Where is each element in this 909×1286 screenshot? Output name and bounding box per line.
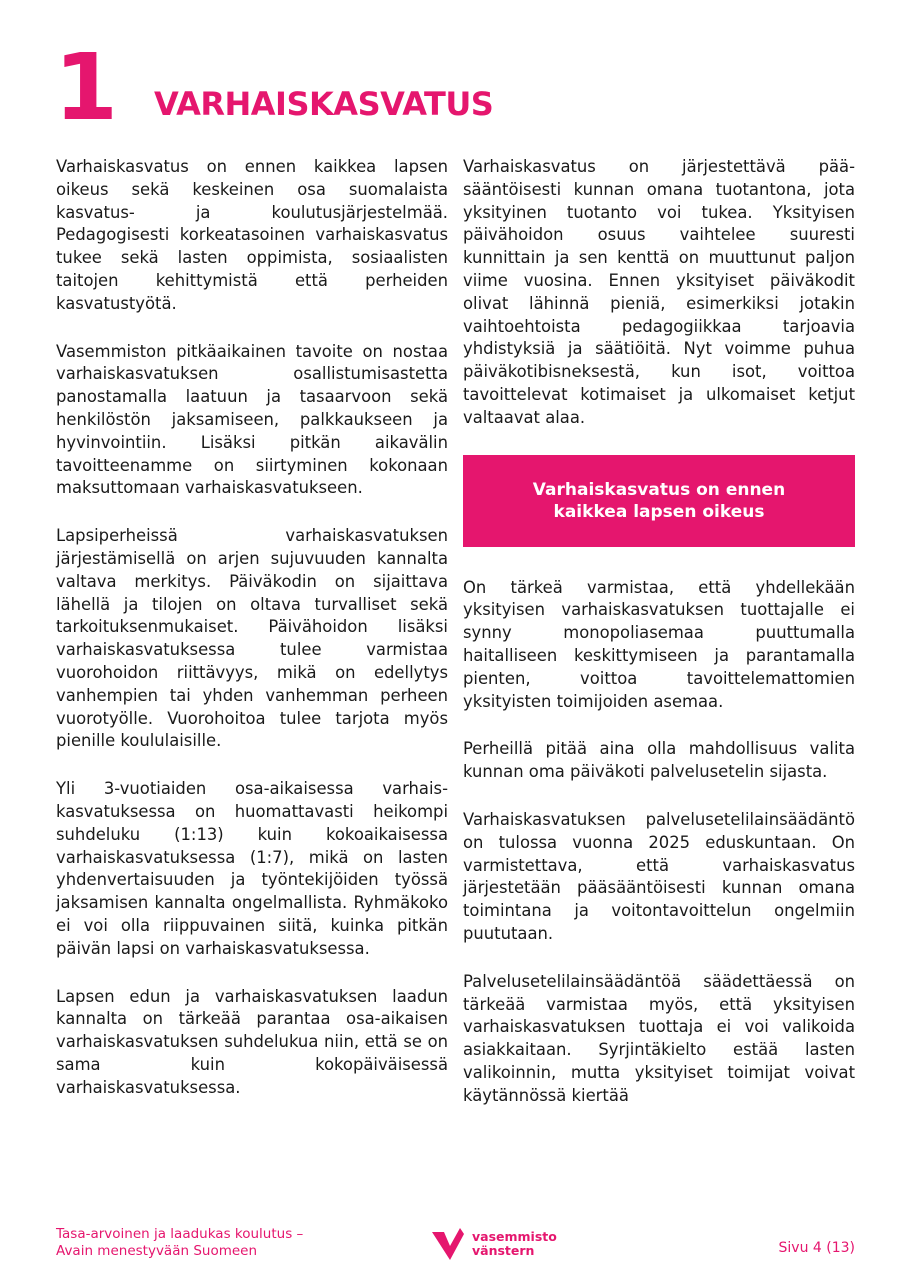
body-paragraph: Perheillä pitää aina olla mahdollisuus valita kunnan oma päiväkoti palvelusetelin sijasta. xyxy=(463,739,855,782)
party-logo xyxy=(430,1226,557,1262)
callout-box xyxy=(463,455,855,547)
body-paragraph: Lapsiperheissä varhaiskasvatuksen järjestämisellä on arjen sujuvuuden kannalta valtava merkitys. Päiväkodin on sijaittava lähellä ja tilojen on oltava turvalliset sekä tarkoituksenmukaiset. Päivähoidon lisäksi varhaiskasvatuksessa tulee varmistaa vuorohoidon riittävyys, mikä on edellytys vanhempien tai yhden vanhemman perheen vuorotyölle. Vuorohoitoa tulee tarjota myös pienille koululaisille. xyxy=(56,526,448,751)
page-number: Sivu 4 (13) xyxy=(778,1240,855,1256)
callout-text: Varhaiskasvatus on ennen kaikkea lapsen oikeus xyxy=(532,479,786,522)
body-paragraph: Lapsen edun ja varhaiskasvatuksen laadun kannalta on tärkeää parantaa osa-aikaisen varhaiskasvatuksen suhdelukua niin, että se on sama kuin kokopäiväisessä varhaiskasvatuksessa. xyxy=(56,986,448,1097)
logo-wordmark xyxy=(472,1230,557,1258)
left-column xyxy=(56,156,448,1124)
footer-tagline-line2: Avain menestyvään Suomeen xyxy=(56,1243,258,1259)
body-paragraph: On tärkeä varmistaa, että yhdellekään yksityisen varhaiskasvatuksen tuottajalle ei synny monopoliasemaa puuttumalla haitalliseen keskittymiseen ja parantamalla pienten, voittoa tavoittelemattomien yksityisten toimijoiden asemaa. xyxy=(463,577,855,711)
chapter-number: 1 xyxy=(54,34,115,141)
body-paragraph: Palvelusetelilainsäädäntöä säädettäessä on tärkeää varmistaa myös, että yksityisen varhaiskasvatuksen tuottaja ei voi valikoida asiakkaitaan. Syrjintäkielto estää lasten valikoinnin, mutta yksityiset toimijat voivat käytännössä kiertää xyxy=(463,971,855,1105)
right-column xyxy=(463,156,855,1133)
chapter-title: VARHAISKASVATUS xyxy=(154,85,494,123)
logo-line1: vasemmisto xyxy=(472,1229,557,1244)
footer-tagline-line1: Tasa-arvoinen ja laadukas koulutus – xyxy=(56,1226,304,1242)
body-paragraph: Varhaiskasvatuksen palvelusetelilainsäädäntö on tulossa vuonna 2025 eduskuntaan. On varmistettava, että varhaiskasvatus järjestetään pääsääntöisesti kunnan omana toimintana ja voitontavoittelun ongelmiin puututaan. xyxy=(463,809,855,943)
body-paragraph: Varhaiskasvatus on järjestettävä pääsääntöisesti kunnan omana tuotantona, jota yksityinen tuotanto voi tukea. Yksityisen päivähoidon osuus vaihtelee suuresti kunnittain ja sen kenttä on muuttunut paljon viime vuosina. Ennen yksityiset päiväkodit olivat lähinnä pieniä, esimerkiksi jotakin vaihtoehtoista pedagogiikkaa tarjoavia yhdistyksiä ja säätiöitä. Nyt voimme puhua päiväkotibisneksestä, kun isot, voittoa tavoittelevat kotimaiset ja ulkomaiset ketjut valtaavat alaa. xyxy=(463,157,855,427)
body-paragraph: Yli 3-vuotiaiden osa-aikaisessa varhaiskasvatuksessa on huomattavasti heikompi suhdeluku (1:13) kuin kokoaikaisessa varhaiskasvatuksessa (1:7), mikä on lasten yhdenvertaisuuden ja työntekijöiden työssä jaksamisen kannalta ongelmallista. Ryhmäkoko ei voi olla riippuvainen siitä, kuinka pitkän päivän lapsi on varhaiskasvatuksessa. xyxy=(56,779,448,958)
body-paragraph: Varhaiskasvatus on ennen kaikkea lapsen oikeus sekä keskeinen osa suomalaista kasvatus- ja koulutusjärjestelmää. Pedagogisesti korkeatasoinen varhaiskasvatus tukee sekä lasten oppimista, sosiaalisten taitojen kehittymistä että perheiden kasvatustyötä. xyxy=(56,157,448,313)
v-mark-icon xyxy=(430,1226,466,1262)
body-paragraph: Vasemmiston pitkäaikainen tavoite on nostaa varhaiskasvatuksen osallistumisastetta panostamalla laatuun ja tasaarvoon sekä henkilöstön jaksamiseen, palkkaukseen ja hyvinvointiin. Lisäksi pitkän aikavälin tavoitteenamme on siirtyminen kokonaan maksuttomaan varhaiskasvatukseen. xyxy=(56,341,448,498)
logo-line2: vänstern xyxy=(472,1243,535,1258)
footer-tagline xyxy=(56,1226,303,1260)
